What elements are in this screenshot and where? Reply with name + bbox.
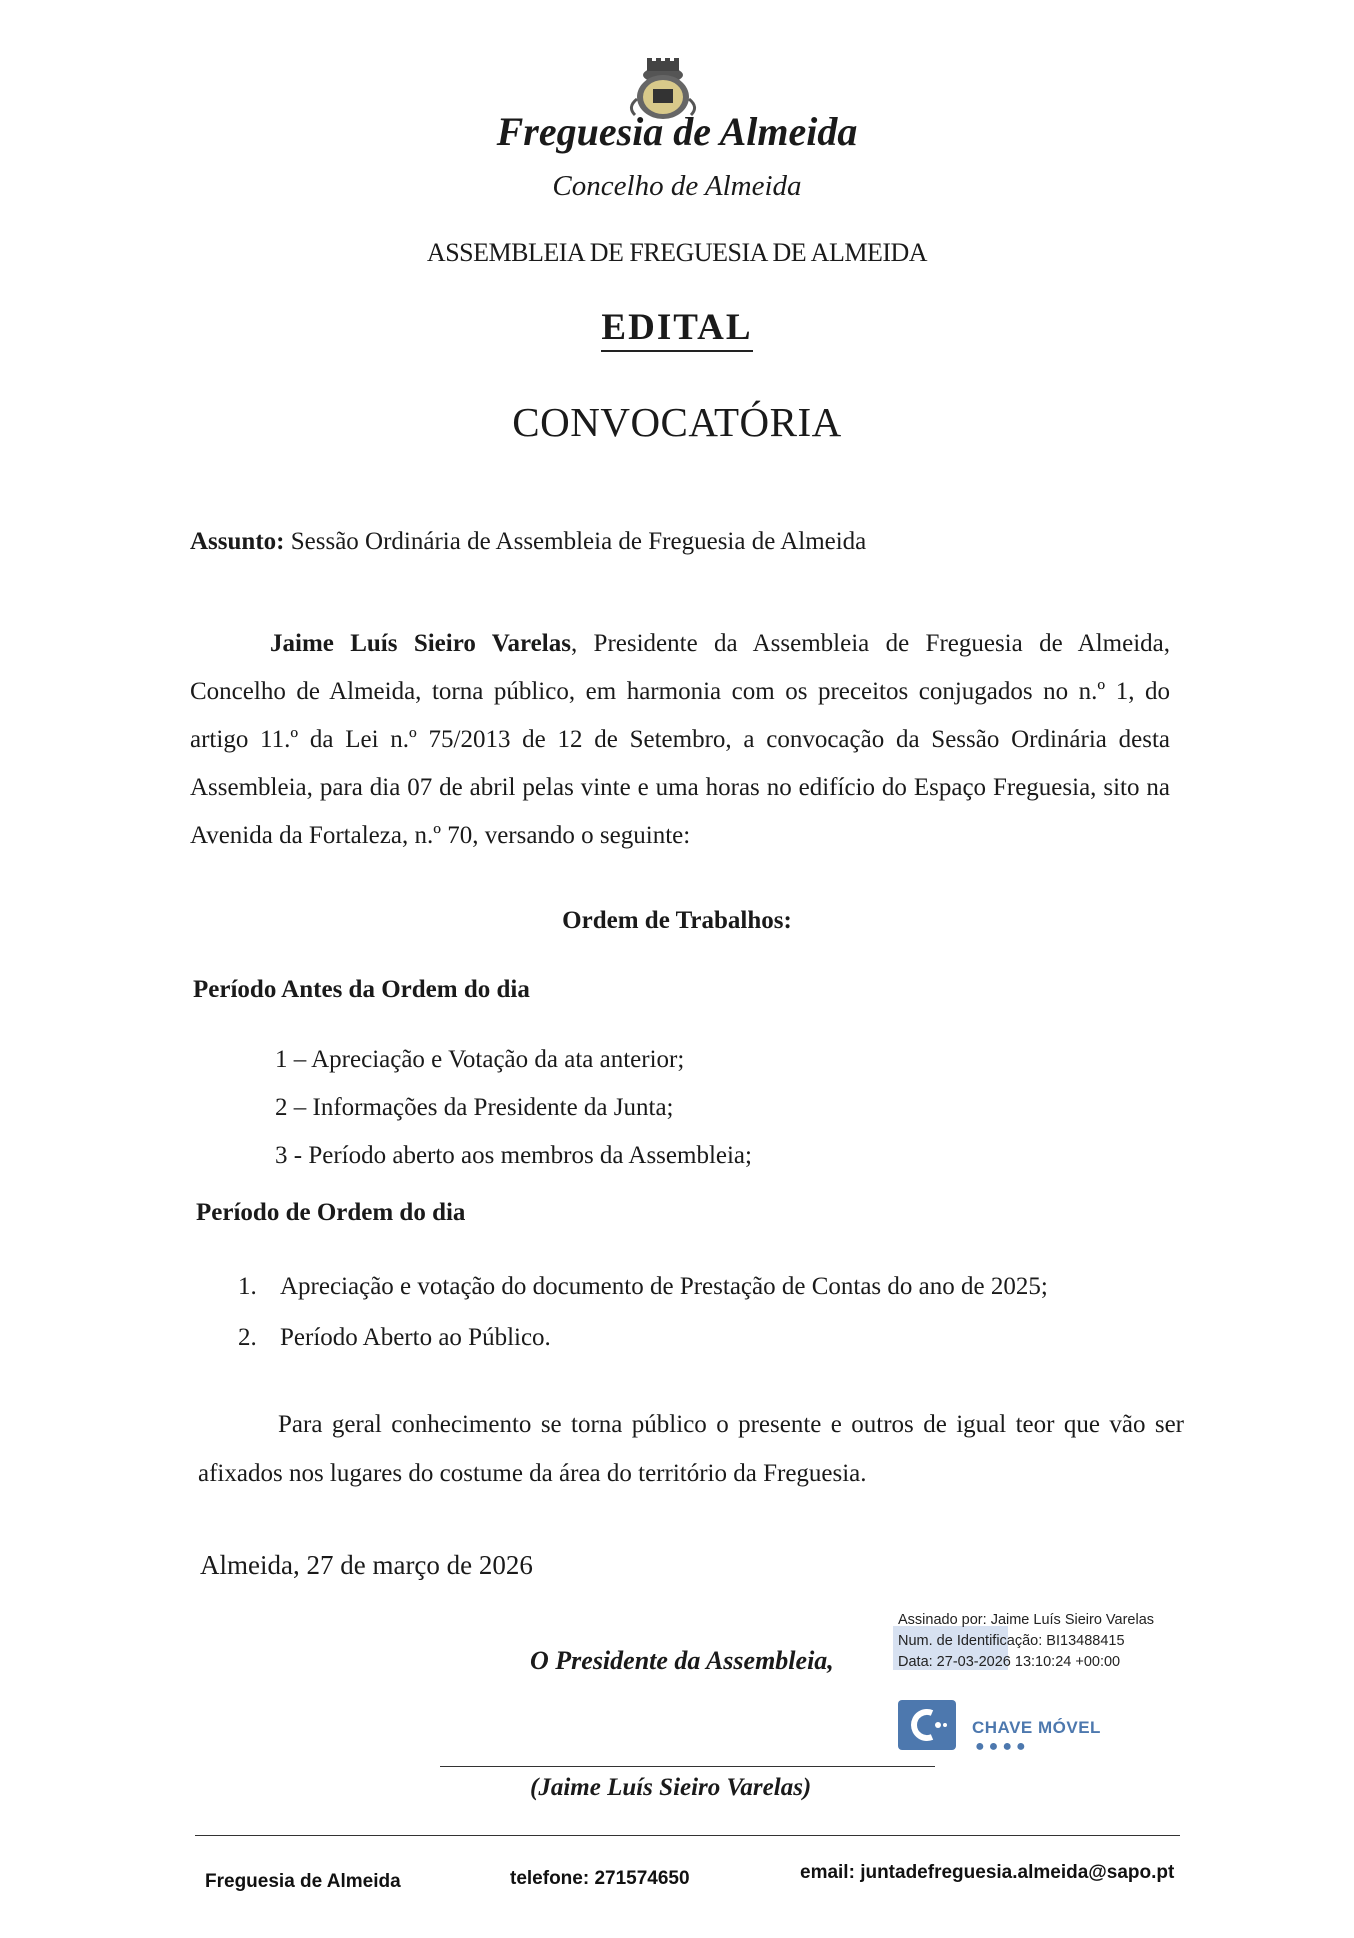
footer-org: Freguesia de Almeida <box>205 1871 401 1892</box>
signature-date: Data: 27-03-2026 13:10:24 +00:00 <box>898 1654 1121 1670</box>
footer-email: email: juntadefreguesia.almeida@sapo.pt <box>800 1862 1175 1883</box>
list-item: 2 – Informações da Presidente da Junta; <box>275 1094 674 1121</box>
list-text: Apreciação e votação do documento de Prestação de Contas do ano de 2025; <box>280 1273 1048 1300</box>
closing-paragraph: Para geral conhecimento se torna público o presente e outros de igual teor que vão ser afixados nos lugares do costume da área do território da Freguesia. <box>198 1411 1184 1487</box>
list-item <box>238 1261 1048 1312</box>
subject-text: Sessão Ordinária de Assembleia de Freguesia de Almeida <box>290 528 867 555</box>
body-paragraph <box>190 620 1170 860</box>
list-number: 1. <box>238 1273 257 1300</box>
edital-heading <box>0 306 1354 349</box>
signature-line <box>440 1766 935 1767</box>
period-order-list <box>238 1261 1048 1363</box>
signer-name: (Jaime Luís Sieiro Varelas) <box>530 1774 812 1801</box>
list-number: 2. <box>238 1324 257 1351</box>
org-name: Freguesia de Almeida <box>496 109 858 154</box>
signature-role: O Presidente da Assembleia, <box>530 1646 834 1675</box>
subject-line <box>190 528 866 556</box>
signer-id: Num. de Identificação: BI13488415 <box>898 1633 1125 1649</box>
assembly-title: ASSEMBLEIA DE FREGUESIA DE ALMEIDA <box>426 238 928 267</box>
edital-label: EDITAL <box>601 307 752 352</box>
subject-label: Assunto: <box>190 528 285 555</box>
chave-movel-logo-icon <box>898 1700 956 1750</box>
period-before-list <box>275 1036 752 1180</box>
signed-by: Assinado por: Jaime Luís Sieiro Varelas <box>898 1612 1155 1628</box>
footer-divider <box>195 1835 1180 1836</box>
period-order-title: Período de Ordem do dia <box>196 1199 466 1226</box>
agenda-title: Ordem de Trabalhos: <box>562 907 792 934</box>
concelho-subtitle: Concelho de Almeida <box>552 170 802 202</box>
list-item: 3 - Período aberto aos membros da Assembleia; <box>275 1142 752 1169</box>
chave-movel-dots: ●●●● <box>975 1738 1030 1755</box>
date-place: Almeida, 27 de março de 2026 <box>200 1550 533 1580</box>
digital-signature-block <box>898 1610 1154 1673</box>
footer-phone: telefone: 271574650 <box>510 1868 690 1889</box>
president-name: Jaime Luís Sieiro Varelas <box>270 630 571 657</box>
chave-movel-label: CHAVE MÓVEL <box>972 1718 1101 1737</box>
list-item <box>238 1312 1048 1363</box>
list-item: 1 – Apreciação e Votação da ata anterior; <box>275 1046 685 1073</box>
document-title: CONVOCATÓRIA <box>512 399 842 445</box>
body-text: , Presidente da Assembleia de Freguesia de Almeida, Concelho de Almeida, torna público, em harmonia com os preceitos conjugados no n.º 1, do artigo 11.º da Lei n.º 75/2013 de 12 de Setembro, a convocação da Sessão Ordinária desta Assembleia, para dia 07 de abril pelas vinte e uma horas no edifício do Espaço Freguesia, sito na Avenida da Fortaleza, n.º 70, versando o seguinte: <box>190 630 1170 849</box>
list-text: Período Aberto ao Público. <box>280 1324 551 1351</box>
period-before-title: Período Antes da Ordem do dia <box>193 976 530 1003</box>
